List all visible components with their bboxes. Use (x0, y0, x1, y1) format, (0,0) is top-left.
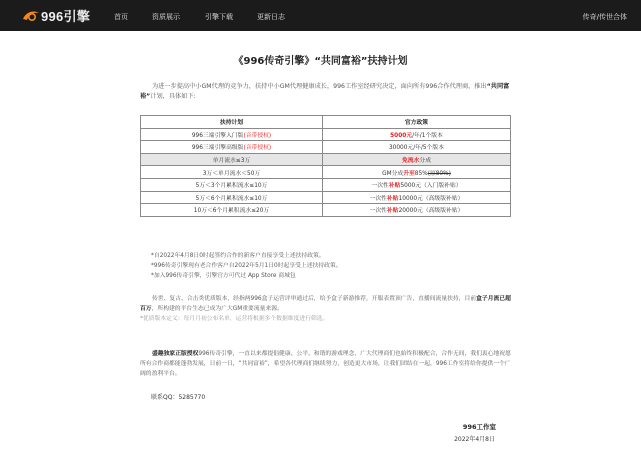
logo-text: 996引擎 (41, 9, 91, 24)
contact-qq: 联系QQ：5285770 (151, 394, 206, 401)
cell-text: 3万＜单月流水＜50万 (202, 170, 261, 177)
cell-text: 5000元（入门版补贴） (400, 183, 462, 190)
note-line: *自2022年4月8日0时起签约合作的新客户直接享受上述扶持政策。 (151, 253, 325, 259)
promotion-paragraph (140, 294, 512, 324)
table-cell (323, 153, 511, 166)
cell-highlight: 免流水 (401, 158, 420, 165)
logo-swirl-icon (21, 9, 41, 23)
cell-text: 996三端引擎高级版 (191, 145, 244, 152)
cell-highlight: 补贴 (386, 195, 399, 202)
cell-text: 一次性 (371, 183, 389, 190)
cell-text: 分成 (419, 158, 431, 165)
closing-paragraph (140, 349, 512, 379)
table-cell (323, 191, 511, 204)
para-text: 传世、复古、合击类优质版本，经指两996盒子运营评审通过后，给予盒子新游推荐，开服表置顶广告，直播间流量扶持，目前 (152, 296, 477, 302)
table-header-row (141, 116, 511, 129)
table-cell (323, 128, 511, 141)
nav-qualifications[interactable]: 资质展示 (152, 13, 180, 21)
cell-text: 30000元/年/5个版本 (388, 145, 445, 152)
policy-table (140, 115, 511, 217)
table-cell (141, 153, 323, 166)
table-cell (141, 166, 323, 179)
table-cell (323, 141, 511, 154)
table-cell (323, 204, 511, 217)
cell-text: 20000元（高级版补贴） (398, 208, 464, 215)
article (0, 31, 641, 449)
table-row (141, 128, 511, 141)
table-row (141, 191, 511, 204)
intro-text-a: 为进一步提高中小GM代理的竞争力，扶持中小GM代理健康成长，996工作室经研究决定，面向所有996合作代理商，推出 (152, 83, 487, 90)
cell-text: 一次性 (369, 208, 387, 215)
table-cell (141, 128, 323, 141)
article-title: 《996传奇引擎》“共同富裕”扶持计划 (233, 56, 408, 67)
intro-paragraph (140, 82, 512, 102)
cell-text: 996三端引擎入门版 (191, 132, 244, 139)
table-cell (323, 166, 511, 179)
table-header: 扶持计划 (141, 116, 323, 129)
para-text: ，所构建的平台生态已成为广大GM重要流量来源。 (151, 306, 283, 312)
table-row (141, 153, 511, 166)
table-header: 官方政策 (323, 116, 511, 129)
nav-engine-download[interactable]: 引擎下载 (205, 13, 233, 21)
para-footnote: *优质版本定义：每月月初公布名单，运营将根据多个数据维度进行筛选。 (140, 316, 329, 322)
cell-text: 一次性 (369, 195, 387, 202)
table-row (141, 141, 511, 154)
table-cell (141, 204, 323, 217)
top-navbar (0, 0, 641, 31)
cell-text: 5万＜3个月累积流水≤10万 (195, 183, 268, 190)
cell-highlight: 补贴 (388, 183, 401, 190)
table-cell (141, 141, 323, 154)
cell-tag: (音带授权) (243, 145, 272, 152)
logo[interactable] (21, 7, 90, 24)
table-cell (141, 191, 323, 204)
table-row (141, 204, 511, 217)
cell-tag: (音带授权) (243, 132, 272, 139)
nav-home[interactable]: 首页 (114, 13, 128, 21)
cell-text: 10万＜6个月累积流水≤20万 (193, 208, 270, 215)
note-line: *加入996传奇引擎，引擎官方可代过 App Store 商城包 (151, 272, 296, 279)
para-bold: 盒子月流已超百万 (140, 296, 511, 312)
cell-text: 85% (414, 170, 428, 177)
cell-text: 10000元（高级版补贴） (398, 195, 464, 202)
para-bold: 盛趣独家正版授权 (152, 351, 199, 357)
note-line: *996传奇引擎现有老合作客户自2022年5月1日0时起享受上述扶持政策。 (151, 262, 342, 269)
nav-legend-combo[interactable]: 传奇/传世合体 (582, 13, 627, 21)
table-row (141, 178, 511, 191)
cell-strikethrough: (原80%) (427, 170, 451, 177)
intro-bold: “共同富裕” (140, 83, 510, 100)
cell-text: 单月流水≤3万 (212, 158, 251, 165)
table-cell (323, 178, 511, 191)
intro-text-b: 计划，具体如下: (150, 93, 196, 100)
cell-text: GM分成 (382, 170, 404, 177)
date: 2022年4月8日 (454, 436, 495, 443)
cell-highlight: 补贴 (386, 208, 399, 215)
notes (151, 252, 511, 281)
cell-text: 5万＜6个月累积流水≤10万 (195, 195, 268, 202)
para-text: 996传奇引擎，一直以来都提倡健康、公平、和谐的游戏理念，广大代理商们也始终积极配合，合作无间，我们衷心地祝愿所有合作商都能蓬勃发展，日前一日，“共同富裕”，希望各代理商们继续努力，创造更大市场，让我们团结在一起，996工作室将给你提供一个广阔的盈利平台。 (140, 351, 511, 377)
nav-changelog[interactable]: 更新日志 (257, 13, 285, 21)
table-cell (141, 178, 323, 191)
cell-text: /年/1个版本 (412, 132, 443, 139)
table-row (141, 166, 511, 179)
cell-highlight: 升至 (403, 170, 415, 177)
signature: 996工作室 (462, 423, 496, 431)
cell-highlight: 5000元 (390, 132, 413, 139)
